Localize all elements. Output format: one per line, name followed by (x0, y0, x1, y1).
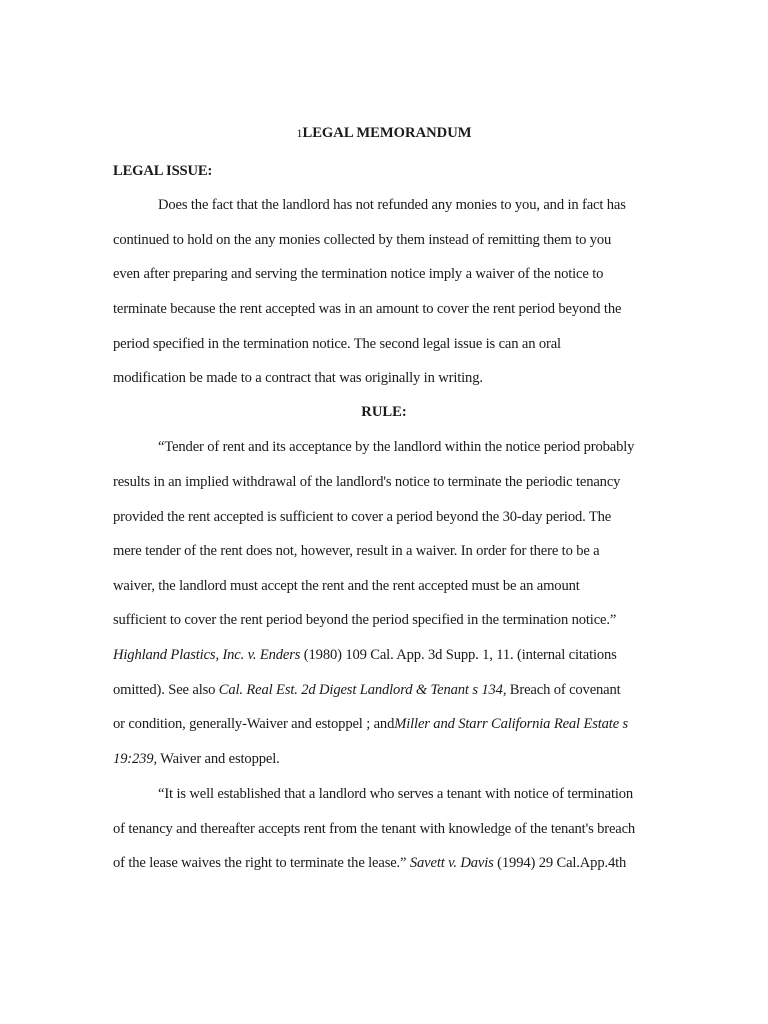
citation-text: or condition, generally-Waiver and estoppel ; and (113, 716, 395, 732)
citation-text: omitted). See also (113, 682, 219, 698)
para3-line-3 (113, 854, 626, 872)
legal-issue-heading: LEGAL ISSUE: (113, 163, 213, 179)
rule-line-3: provided the rent accepted is sufficient to cover a period beyond the 30-day period. The (113, 509, 612, 525)
memo-title-text: LEGAL MEMORANDUM (302, 125, 472, 141)
citation-text: of the lease waives the right to terminate the lease.” (113, 855, 410, 871)
treatise-citation: Miller and Starr California Real Estate s (394, 716, 629, 732)
citation-line-4 (113, 750, 280, 768)
case-citation-highland: Highland Plastics, Inc. v. Enders (113, 647, 301, 663)
issue-line-6: modification be made to a contract that was originally in writing. (113, 370, 483, 386)
issue-line-5: period specified in the termination notice. The second legal issue is can an oral (113, 336, 561, 352)
issue-line-4: terminate because the rent accepted was in an amount to cover the rent period beyond the (113, 301, 622, 317)
para3-line-1: “It is well established that a landlord who serves a tenant with notice of termination (158, 786, 634, 802)
rule-line-1: “Tender of rent and its acceptance by the landlord within the notice period probably (158, 439, 635, 455)
rule-line-6: sufficient to cover the rent period beyond the period specified in the termination notice.” (113, 612, 617, 628)
citation-text: (1980) 109 Cal. App. 3d Supp. 1, 11. (internal citations (300, 647, 617, 663)
case-citation-savett: Savett v. Davis (409, 855, 494, 871)
footnote-mark: 1 (296, 126, 303, 140)
para3-line-2: of tenancy and thereafter accepts rent from the tenant with knowledge of the tenant's breach (113, 821, 636, 837)
digest-citation: Cal. Real Est. 2d Digest Landlord & Tenant s 134 (218, 682, 503, 698)
citation-text: , Waiver and estoppel. (153, 751, 280, 767)
rule-line-4: mere tender of the rent does not, however, result in a waiver. In order for there to be a (113, 543, 600, 559)
citation-text: (1994) 29 Cal.App.4th (493, 855, 627, 871)
treatise-section: 19:239 (113, 751, 154, 767)
citation-text: , Breach of covenant (502, 682, 621, 698)
rule-heading: RULE: (361, 404, 407, 420)
rule-line-5: waiver, the landlord must accept the rent and the rent accepted must be an amount (113, 578, 580, 594)
issue-line-2: continued to hold on the any monies collected by them instead of remitting them to you (113, 232, 612, 248)
citation-line-2 (113, 681, 621, 699)
citation-line-3 (113, 715, 628, 733)
issue-line-1: Does the fact that the landlord has not refunded any monies to you, and in fact has (158, 197, 626, 213)
issue-line-3: even after preparing and serving the termination notice imply a waiver of the notice to (113, 266, 604, 282)
citation-line-1 (113, 646, 617, 664)
memo-title (0, 124, 768, 142)
rule-line-2: results in an implied withdrawal of the landlord's notice to terminate the periodic tenancy (113, 474, 621, 490)
